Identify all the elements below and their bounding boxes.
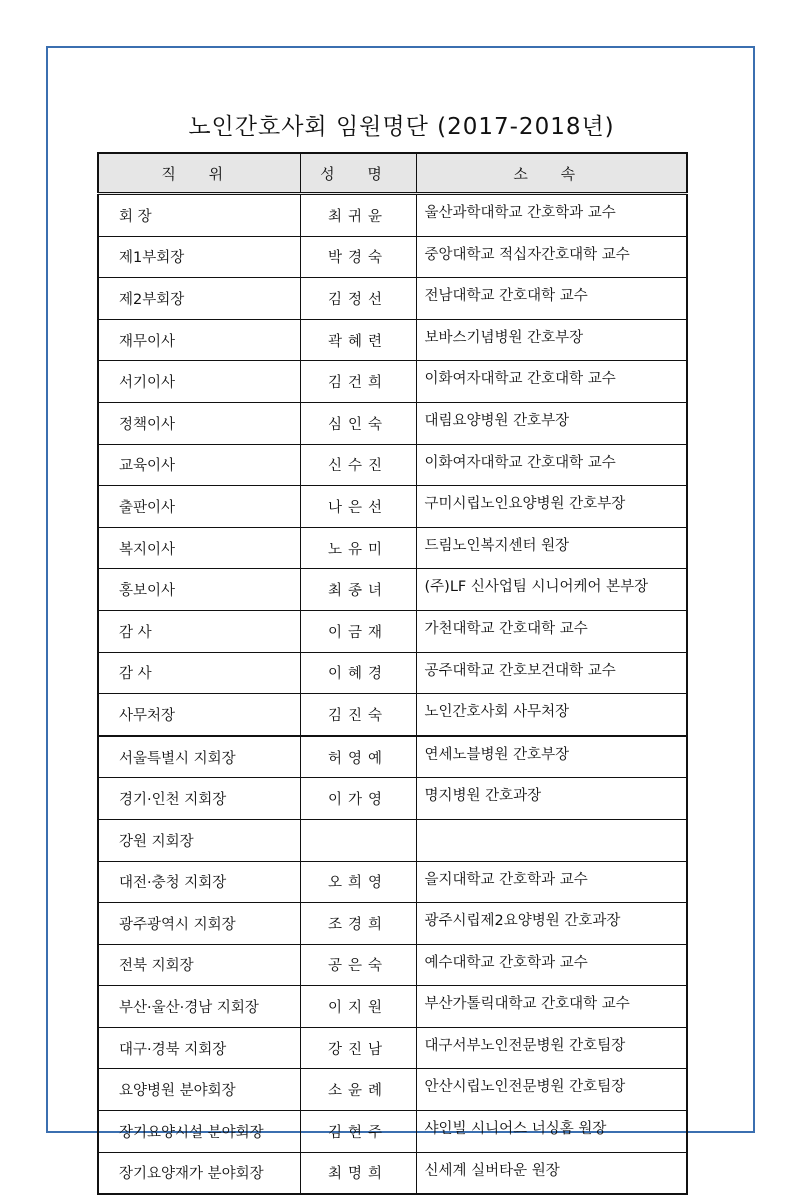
table-row bbox=[98, 986, 687, 1028]
affiliation-cell: 부산가톨릭대학교 간호대학 교수 bbox=[416, 986, 687, 1028]
header-affiliation: 소 속 bbox=[416, 153, 687, 194]
name-cell: 곽혜련 bbox=[300, 319, 416, 361]
affiliation-cell: 이화여자대학교 간호대학 교수 bbox=[416, 361, 687, 403]
position-cell: 제1부회장 bbox=[98, 236, 300, 278]
name-cell: 최명희 bbox=[300, 1152, 416, 1194]
affiliation-cell: 샤인빌 시니어스 너싱홈 원장 bbox=[416, 1111, 687, 1153]
name-cell: 강진남 bbox=[300, 1027, 416, 1069]
table-row bbox=[98, 444, 687, 486]
table-row bbox=[98, 402, 687, 444]
table-row bbox=[98, 944, 687, 986]
name-cell: 김현주 bbox=[300, 1111, 416, 1153]
name-cell: 공은숙 bbox=[300, 944, 416, 986]
name-cell: 허영예 bbox=[300, 736, 416, 778]
position-cell: 광주광역시 지회장 bbox=[98, 903, 300, 945]
name-cell: 김건희 bbox=[300, 361, 416, 403]
affiliation-cell: 대구서부노인전문병원 간호팀장 bbox=[416, 1027, 687, 1069]
table-row bbox=[98, 903, 687, 945]
name-cell: 이지원 bbox=[300, 986, 416, 1028]
table-row bbox=[98, 1069, 687, 1111]
table-row bbox=[98, 819, 687, 861]
position-cell: 장기요양재가 분야회장 bbox=[98, 1152, 300, 1194]
affiliation-cell: 구미시립노인요양병원 간호부장 bbox=[416, 486, 687, 528]
position-cell: 재무이사 bbox=[98, 319, 300, 361]
table-row bbox=[98, 278, 687, 320]
position-cell: 대구·경북 지회장 bbox=[98, 1027, 300, 1069]
header-name: 성 명 bbox=[300, 153, 416, 194]
table-row bbox=[98, 527, 687, 569]
name-cell: 노유미 bbox=[300, 527, 416, 569]
position-cell: 서울특별시 지회장 bbox=[98, 736, 300, 778]
table-row bbox=[98, 236, 687, 278]
affiliation-cell: 광주시립제2요양병원 간호과장 bbox=[416, 903, 687, 945]
name-cell: 박경숙 bbox=[300, 236, 416, 278]
affiliation-cell: 대림요양병원 간호부장 bbox=[416, 402, 687, 444]
table-row bbox=[98, 778, 687, 820]
affiliation-cell: 을지대학교 간호학과 교수 bbox=[416, 861, 687, 903]
position-cell: 감 사 bbox=[98, 610, 300, 652]
name-cell: 오희영 bbox=[300, 861, 416, 903]
name-cell: 소윤례 bbox=[300, 1069, 416, 1111]
position-cell: 교육이사 bbox=[98, 444, 300, 486]
table-row bbox=[98, 569, 687, 611]
name-cell: 심인숙 bbox=[300, 402, 416, 444]
position-cell: 출판이사 bbox=[98, 486, 300, 528]
position-cell: 정책이사 bbox=[98, 402, 300, 444]
name-cell: 신수진 bbox=[300, 444, 416, 486]
affiliation-cell bbox=[416, 819, 687, 861]
table-row bbox=[98, 361, 687, 403]
table-row bbox=[98, 1027, 687, 1069]
position-cell: 복지이사 bbox=[98, 527, 300, 569]
position-cell: 회 장 bbox=[98, 194, 300, 237]
affiliation-cell: 신세계 실버타운 원장 bbox=[416, 1152, 687, 1194]
name-cell: 조경희 bbox=[300, 903, 416, 945]
table-row bbox=[98, 319, 687, 361]
header-position: 직 위 bbox=[98, 153, 300, 194]
affiliation-cell: 이화여자대학교 간호대학 교수 bbox=[416, 444, 687, 486]
name-cell: 이가영 bbox=[300, 778, 416, 820]
position-cell: 부산·울산·경남 지회장 bbox=[98, 986, 300, 1028]
position-cell: 서기이사 bbox=[98, 361, 300, 403]
position-cell: 홍보이사 bbox=[98, 569, 300, 611]
affiliation-cell: 드림노인복지센터 원장 bbox=[416, 527, 687, 569]
position-cell: 제2부회장 bbox=[98, 278, 300, 320]
affiliation-cell: 연세노블병원 간호부장 bbox=[416, 736, 687, 778]
affiliation-cell: 안산시립노인전문병원 간호팀장 bbox=[416, 1069, 687, 1111]
name-cell: 김정선 bbox=[300, 278, 416, 320]
affiliation-cell: 보바스기념병원 간호부장 bbox=[416, 319, 687, 361]
affiliation-cell: 노인간호사회 사무처장 bbox=[416, 694, 687, 736]
position-cell: 사무처장 bbox=[98, 694, 300, 736]
position-cell: 요양병원 분야회장 bbox=[98, 1069, 300, 1111]
position-cell: 감 사 bbox=[98, 652, 300, 694]
name-cell: 최종녀 bbox=[300, 569, 416, 611]
table-row bbox=[98, 486, 687, 528]
name-cell: 이금재 bbox=[300, 610, 416, 652]
table-row bbox=[98, 1152, 687, 1194]
officer-table bbox=[97, 152, 688, 1195]
affiliation-cell: 예수대학교 간호학과 교수 bbox=[416, 944, 687, 986]
position-cell: 경기·인천 지회장 bbox=[98, 778, 300, 820]
table-row bbox=[98, 194, 687, 237]
name-cell: 최귀윤 bbox=[300, 194, 416, 237]
position-cell: 전북 지회장 bbox=[98, 944, 300, 986]
affiliation-cell: 공주대학교 간호보건대학 교수 bbox=[416, 652, 687, 694]
table-row bbox=[98, 861, 687, 903]
table-row bbox=[98, 652, 687, 694]
affiliation-cell: 명지병원 간호과장 bbox=[416, 778, 687, 820]
position-cell: 대전·충청 지회장 bbox=[98, 861, 300, 903]
affiliation-cell: 전남대학교 간호대학 교수 bbox=[416, 278, 687, 320]
affiliation-cell: 중앙대학교 적십자간호대학 교수 bbox=[416, 236, 687, 278]
name-cell: 이혜경 bbox=[300, 652, 416, 694]
affiliation-cell: (주)LF 신사업팀 시니어케어 본부장 bbox=[416, 569, 687, 611]
affiliation-cell: 울산과학대학교 간호학과 교수 bbox=[416, 194, 687, 237]
name-cell bbox=[300, 819, 416, 861]
table-row bbox=[98, 694, 687, 736]
name-cell: 김진숙 bbox=[300, 694, 416, 736]
table-row bbox=[98, 1111, 687, 1153]
table-row bbox=[98, 610, 687, 652]
document-title: 노인간호사회 임원명단 (2017-2018년) bbox=[188, 114, 615, 140]
position-cell: 강원 지회장 bbox=[98, 819, 300, 861]
table-header-row bbox=[98, 153, 687, 194]
position-cell: 장기요양시설 분야회장 bbox=[98, 1111, 300, 1153]
table-body bbox=[98, 194, 687, 1195]
table-row bbox=[98, 736, 687, 778]
affiliation-cell: 가천대학교 간호대학 교수 bbox=[416, 610, 687, 652]
name-cell: 나은선 bbox=[300, 486, 416, 528]
